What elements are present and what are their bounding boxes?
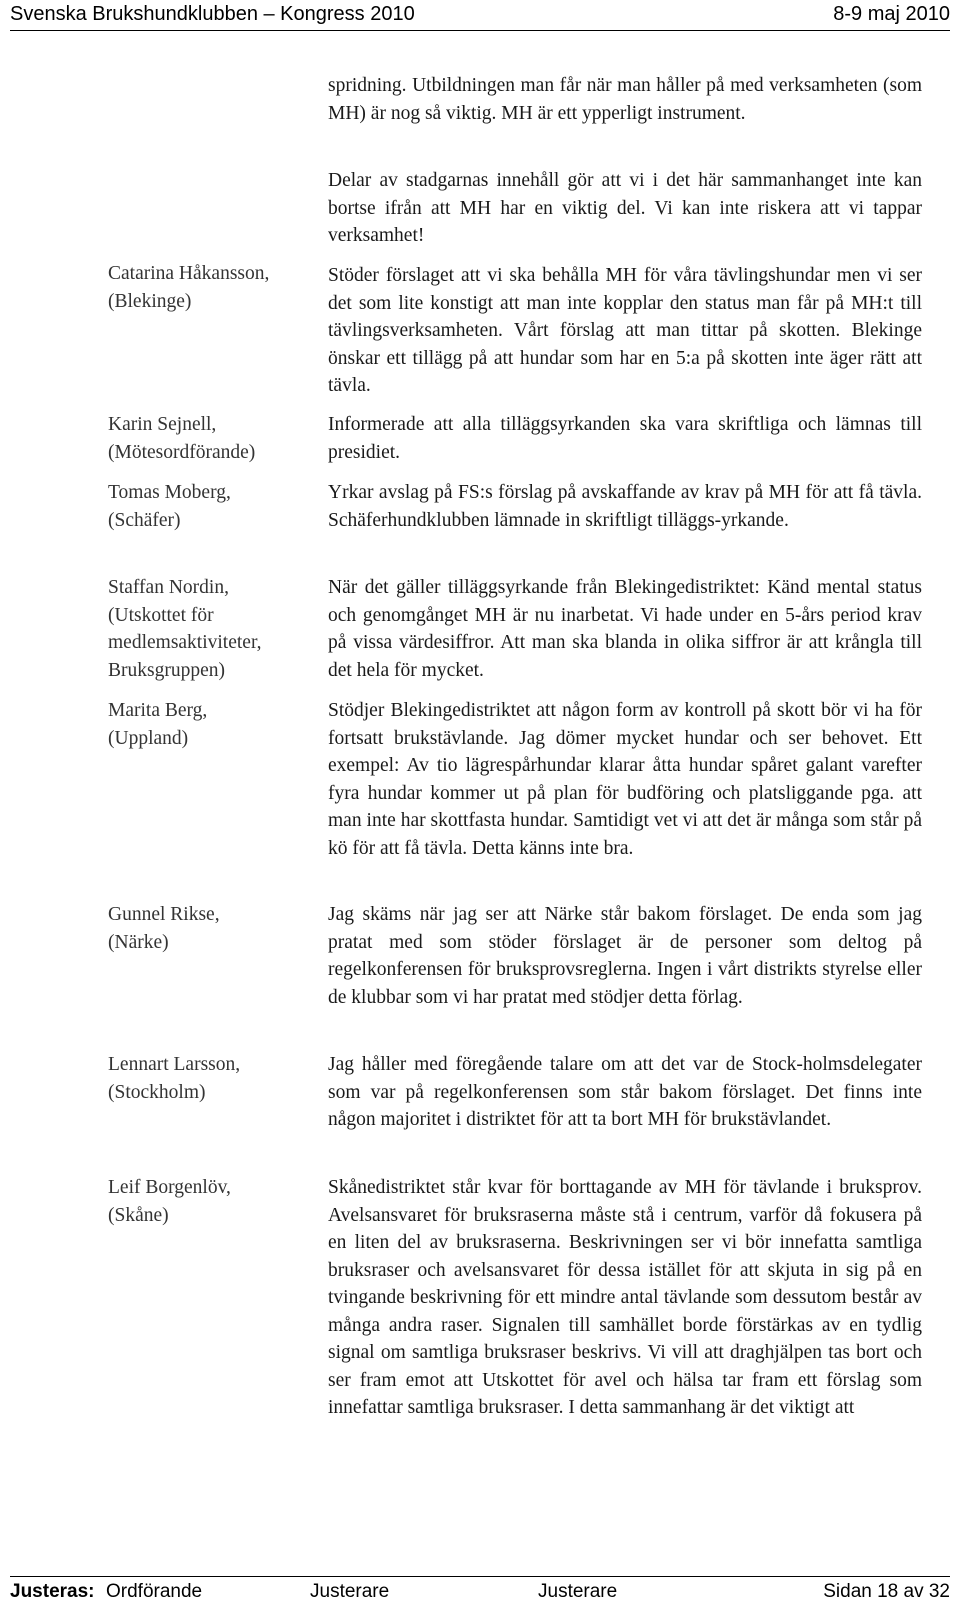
speaker-affiliation: (Blekinge) <box>108 290 192 312</box>
speaker-name: Catarina Håkansson, <box>108 263 270 284</box>
footer-role-adjuster: Justerare <box>310 1581 390 1602</box>
speaker-name: Staffan Nordin, <box>108 577 229 598</box>
statement-paragraph: Stöder förslaget att vi ska behålla MH för våra tävlingshundar men vi ser det som lite konstigt att man inte kopplar den status man får på MH:t till tävlingsverksamheten. Vårt förslag att man tittar på skotten. Blekinge önskar ett tillägg på att hundar som har en 5:a på skotten inte äger rätt att tävla. <box>328 265 922 396</box>
speaker-label <box>108 574 318 684</box>
page-header <box>10 0 950 28</box>
speaker-affiliation: (Uppland) <box>108 727 189 749</box>
statement-paragraph: Delar av stadgarnas innehåll gör att vi i det här sammanhanget inte kan bortse ifrån att MH har en viktig del. Vi kan inte riskera att vi tappar verksamhet! <box>328 170 922 246</box>
speaker-label <box>108 411 318 466</box>
speaker-label <box>108 1051 318 1106</box>
statement-paragraph: spridning. Utbildningen man får när man håller på med verksamheten (som MH) är nog så viktig. MH är ett ypperligt instrument. <box>328 75 922 124</box>
document-title: Svenska Brukshundklubben – Kongress 2010 <box>10 2 415 25</box>
speaker-name: Lennart Larsson, <box>108 1054 241 1075</box>
speaker-affiliation: (Närke) <box>108 931 169 953</box>
footer-divider <box>10 1576 950 1577</box>
speaker-affiliation: (Schäfer) <box>108 509 181 531</box>
statement-paragraph: Jag håller med föregående talare om att det var de Stock-holmsdelegater som var på regelkonferensen som står bakom förslaget. Det finns inte någon majoritet i distriktet för att ta bort MH för brukstävlandet. <box>328 1054 922 1130</box>
speaker-name: Tomas Moberg, <box>108 482 231 503</box>
statement-paragraph: Informerade att alla tilläggsyrkanden ska vara skriftliga och lämnas till presidiet. <box>328 414 922 463</box>
footer-role-adjuster: Justerare <box>538 1581 618 1602</box>
footer-role-chair: Ordförande <box>106 1581 203 1602</box>
speaker-label <box>108 260 318 315</box>
statement-paragraph: Jag skäms när jag ser att Närke står bakom förslaget. De enda som jag pratat med som stöder förslaget är de personer som deltog på regelkonferensen för bruksprovsreglerna. Ingen i vårt distrikts styrelse eller de klubbar som vi har pratat med stödjer detta förlag. <box>328 904 922 1008</box>
statement-paragraph: Yrkar avslag på FS:s förslag på avskaffande av krav på MH för att få tävla. Schäferhundklubben lämnade in skriftligt tilläggs-yrkande. <box>328 482 922 531</box>
page-footer <box>10 1581 950 1609</box>
statement-paragraph: Stödjer Blekingedistriktet att någon form av kontroll på skott bör vi ha för fortsatt brukstävlande. Jag dömer mycket hundar och ser behovet. Ett exempel: Av tio lägrespårhundar klarar åtta hundar spåret galant varefter fyra hundar kommer ut på plan för budföring och platsliggande pga. att man inte har skottfasta hundar. Samtidigt vet vi att det är många som står på kö för att få tävla. Detta känns inte bra. <box>328 700 922 859</box>
statement-paragraph: När det gäller tilläggsyrkande från Blekingedistriktet: Känd mental status och genomgånget MH är nu inarbetat. Vi hade under en 5-års period krav på vissa värdesiffror. Att man ska blanda in olika siffror är att krångla till det hela för mycket. <box>328 577 922 681</box>
speaker-label <box>108 697 318 752</box>
document-date: 8-9 maj 2010 <box>833 2 950 25</box>
page-number: Sidan 18 av 32 <box>823 1581 950 1602</box>
speaker-name: Marita Berg, <box>108 700 208 721</box>
speaker-label <box>108 479 318 534</box>
speaker-label <box>108 901 318 956</box>
speaker-name: Leif Borgenlöv, <box>108 1177 231 1198</box>
speaker-affiliation: (Utskottet för medlemsaktiviteter, Bruksgruppen) <box>108 604 262 681</box>
speaker-name: Karin Sejnell, <box>108 414 217 435</box>
speaker-affiliation: (Skåne) <box>108 1204 169 1226</box>
speaker-label <box>108 1174 318 1229</box>
speaker-affiliation: (Stockholm) <box>108 1081 206 1103</box>
speaker-name: Gunnel Rikse, <box>108 904 220 925</box>
statement-paragraph: Skånedistriktet står kvar för borttagande av MH för tävlande i bruksprov. Avelsansvaret för bruksraserna måste stå i centrum, varför då fokusera på en liten del av bruksraserna. Beskrivningen ser vi bör innefatta samtliga bruksraser och avelsansvaret för dessa istället för att skjuta in sig på en tvingande beskrivning för ett mindre antal tävlande som dessutom består av många andra raser. Signalen till samhället borde förstärkas av en tydlig signal om samtliga bruksraser beskrivs. Vi vill att draghjälpen tas bort och ser fram emot att Utskottet för avel och hälsa tar fram ett förslag som innefattar samtliga bruksraser. I detta sammanhang är det viktigt att <box>328 1177 922 1418</box>
header-divider <box>10 30 950 31</box>
footer-label: Justeras: <box>10 1581 95 1602</box>
speaker-affiliation: (Mötesordförande) <box>108 441 256 463</box>
